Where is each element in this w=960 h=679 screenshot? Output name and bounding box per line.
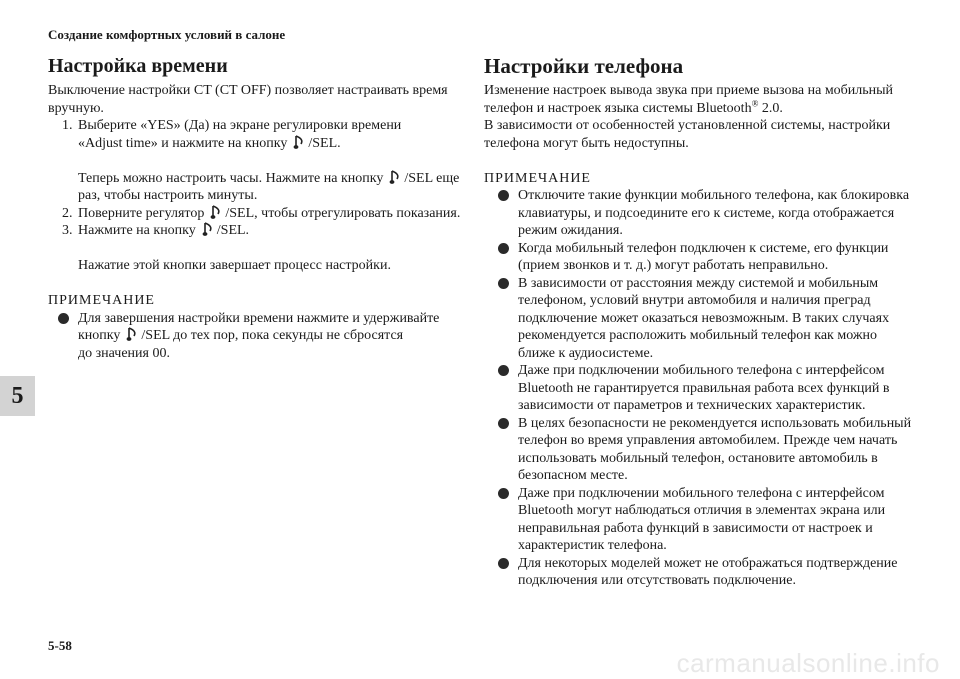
music-note-icon <box>389 170 403 185</box>
section-header: Создание комфортных условий в салоне <box>48 27 286 42</box>
bullet-dot-icon <box>498 558 509 569</box>
phone-settings-intro2: В зависимости от особенностей установленной системы, настройки телефона могут быть недоступны. <box>484 118 891 151</box>
step-number: 3. <box>62 223 73 238</box>
bullet-dot-icon <box>498 190 509 201</box>
bullet-dot-icon <box>498 365 509 376</box>
step-3-para2: Нажатие этой кнопки завершает процесс настройки. <box>78 258 391 273</box>
phone-settings-intro: Изменение настроек вывода звука при приеме вызова на мобильный телефон и настроек языка системы Bluetooth® 2.0. <box>484 83 894 116</box>
time-settings-heading: Настройка времени <box>48 55 228 77</box>
note-bullet: Для завершения настройки времени нажмите и удерживайте кнопку /SEL до тех пор, пока секунды не сбросятся до значения 00. <box>58 310 473 363</box>
bullet-dot-icon <box>498 243 509 254</box>
music-note-icon <box>202 222 216 237</box>
step-number: 2. <box>62 205 73 221</box>
note-bullet: В зависимости от расстояния между системой и мобильным телефоном, условий внутри автомобиля и наличия преград подключение может оказаться невозможным. В таких случаях рекомендуется расположить мобильный телефон как можно ближе к аудиосистеме. <box>498 275 912 363</box>
note-bullet: Отключите такие функции мобильного телефона, как блокировка клавиатуры, и подсоедините его к системе, когда отображается режим ожидания. <box>498 187 912 240</box>
phone-settings-column <box>484 54 912 590</box>
watermark: carmanualsonline.info <box>676 648 940 678</box>
note-bullet: Когда мобильный телефон подключен к системе, его функции (прием звонков и т. д.) могут работать неправильно. <box>498 240 912 275</box>
bullet-dot-icon <box>498 418 509 429</box>
step-list <box>48 117 473 275</box>
note-bullet: В целях безопасности не рекомендуется использовать мобильный телефон во время управления автомобилем. Прежде чем начать использовать мобильный телефон, остановите автомобиль в безопасном месте. <box>498 415 912 485</box>
music-note-icon <box>293 135 307 150</box>
page-number: 5-58 <box>48 638 72 653</box>
step-1 <box>62 117 473 205</box>
step-1-line2: «Adjust time» и нажмите на кнопку /SEL. <box>78 135 341 151</box>
step-3 <box>62 222 473 275</box>
note-bullet: Даже при подключении мобильного телефона с интерфейсом Bluetooth могут наблюдаться отличия в элементах экрана или неправильная работа функций в зависимости от настроек и характеристик телефона. <box>498 485 912 555</box>
step-1-para2: Теперь можно настроить часы. Нажмите на кнопку /SEL еще раз, чтобы настроить минуты. <box>78 170 460 203</box>
note-title: ПРИМЕЧАНИЕ <box>48 293 155 308</box>
step-3-text: Нажмите на кнопку /SEL. <box>78 223 250 238</box>
step-1-line1: Выберите «YES» (Да) на экране регулировки времени <box>78 118 402 133</box>
time-settings-column <box>48 54 473 362</box>
music-note-icon <box>210 205 224 220</box>
bullet-dot-icon <box>498 278 509 289</box>
bullet-dot-icon <box>58 313 69 324</box>
phone-settings-heading: Настройки телефона <box>484 54 684 78</box>
note-bullet: Даже при подключении мобильного телефона с интерфейсом Bluetooth не гарантируется правильная работа всех функций в зависимости от параметров и технических характеристик. <box>498 362 912 415</box>
step-number: 1. <box>62 118 73 133</box>
note-bullet: Для некоторых моделей может не отображаться подтверждение подключения или отсутствовать подключение. <box>498 555 912 590</box>
bullet-dot-icon <box>498 488 509 499</box>
note-bullet-list <box>484 187 912 590</box>
step-2-text: Поверните регулятор /SEL, чтобы отрегулировать показания. <box>78 205 461 221</box>
note-title: ПРИМЕЧАНИЕ <box>484 170 591 186</box>
time-settings-intro: Выключение настройки CT (CT OFF) позволяет настраивать время вручную. <box>48 83 448 116</box>
chapter-tab: 5 <box>0 376 35 416</box>
music-note-icon <box>126 327 140 342</box>
step-2 <box>62 205 473 223</box>
